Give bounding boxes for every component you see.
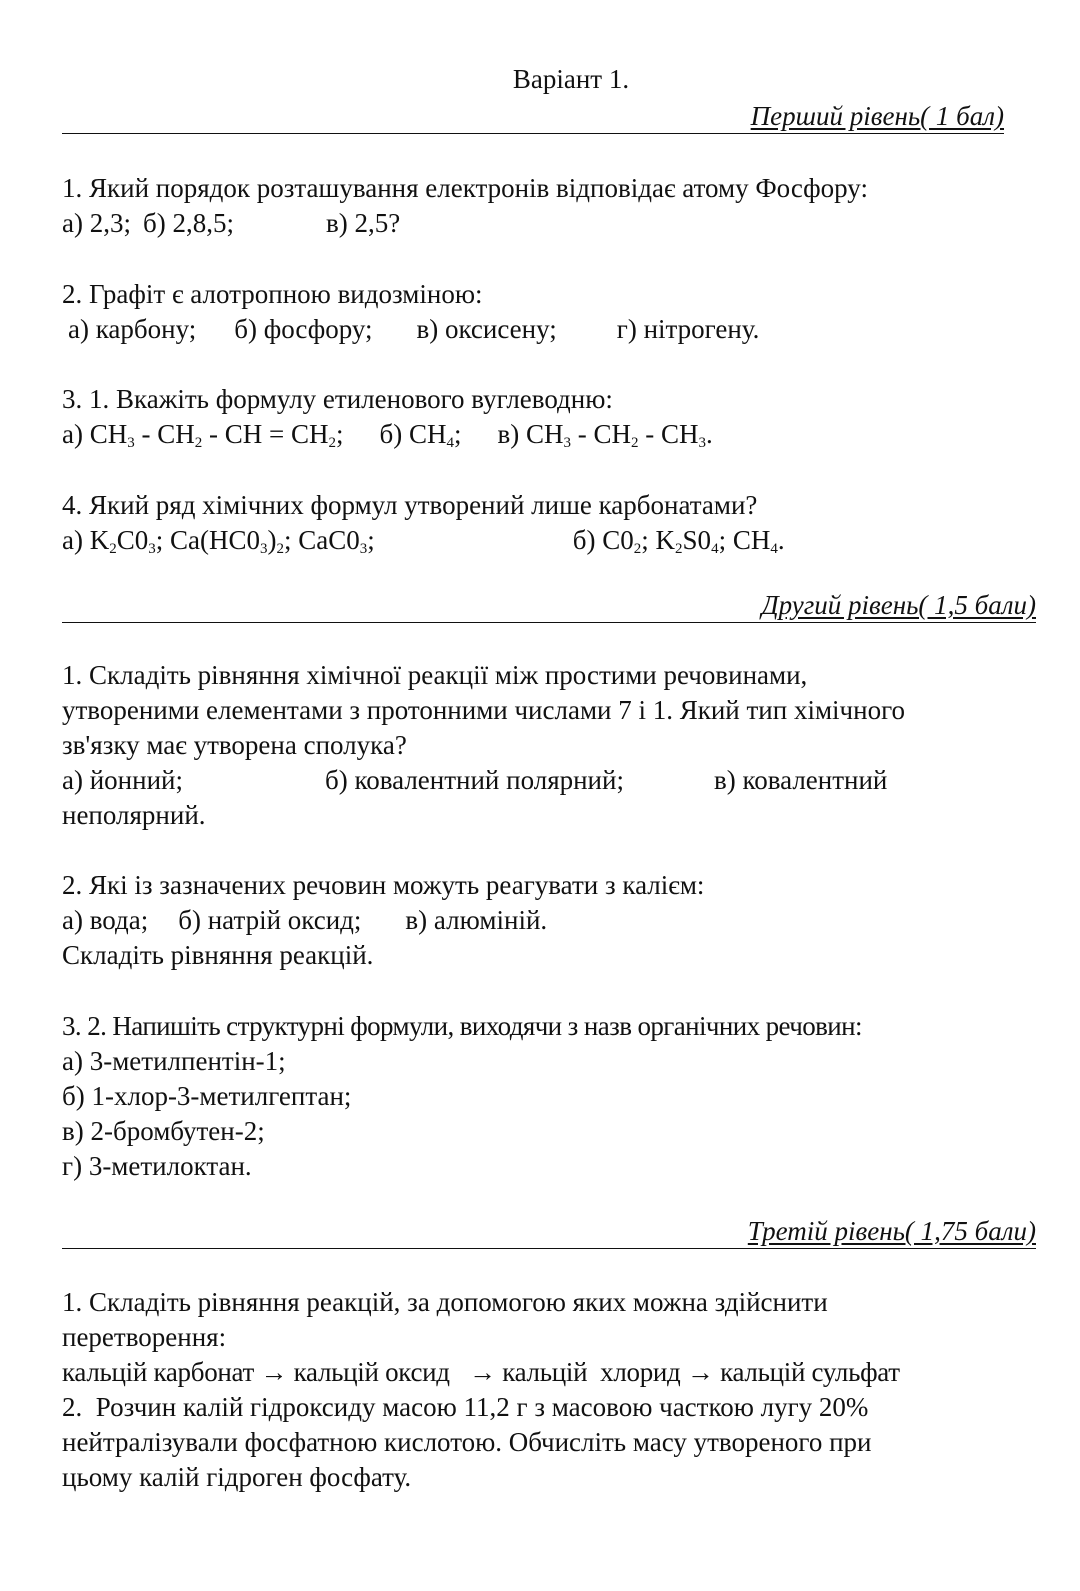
l1-q1-text: 1. Який порядок розташування електронів відповідає атому Фосфору: bbox=[62, 173, 868, 203]
l2-q1-option-c-cont: неполярний. bbox=[62, 800, 206, 830]
l1-q3-text: 3. 1. Вкажіть формулу етиленового вуглеводню: bbox=[62, 384, 613, 414]
l1-q3-option-a-label: а) bbox=[62, 419, 83, 449]
l1-q4-option-a-label: а) bbox=[62, 525, 83, 555]
l1-q3-option-b-formula: $CH_4$; bbox=[408, 419, 462, 451]
l1-q3-option-b-label: б) bbox=[379, 419, 403, 449]
l3-q1-chain: кальцій карбонат → кальцій оксид → кальцій хлорид → кальцій сульфат bbox=[62, 1357, 900, 1387]
l1-q4-options bbox=[62, 522, 785, 567]
level3-heading-text: Третій рівень( 1,75 бали) bbox=[747, 1216, 1036, 1246]
l2-q3-text: 3. 2. Напишіть структурні формули, виходячи з назв органічних речовин: bbox=[62, 1011, 862, 1041]
l2-q1-line2: утвореними елементами з протонними числами 7 і 1. Який тип хімічного bbox=[62, 695, 905, 725]
level1-heading-text: Перший рівень( 1 бал) bbox=[750, 101, 1004, 131]
l1-q1-option-c: в) 2,5? bbox=[325, 208, 401, 238]
l2-q2-note: Складіть рівняння реакцій. bbox=[62, 940, 374, 970]
l2-q2-option-b: б) натрій оксид; bbox=[178, 905, 362, 935]
l3-q2-line3: цьому калій гідроген фосфату. bbox=[62, 1462, 412, 1492]
l1-q4-option-b-formula: $C0_2$; $K_2S0_4$; $CH_4$. bbox=[602, 525, 785, 557]
l2-q2-option-c: в) алюміній. bbox=[405, 905, 548, 935]
l1-q3-option-c-label: в) bbox=[497, 419, 520, 449]
level2-heading bbox=[62, 587, 1036, 623]
l1-q3-option-c-formula: $CH_3 - CH_2 - CH_3$. bbox=[526, 419, 713, 451]
l1-q4-text: 4. Який ряд хімічних формул утворений лише карбонатами? bbox=[62, 490, 758, 520]
l2-q1-line1: 1. Складіть рівняння хімічної реакції між простими речовинами, bbox=[62, 660, 808, 690]
l3-q2-line1: 2. Розчин калій гідроксиду масою 11,2 г з масовою часткою лугу 20% bbox=[62, 1392, 869, 1422]
l2-q1-option-c: в) ковалентний bbox=[713, 765, 888, 795]
l3-q2-line2: нейтралізували фосфатною кислотою. Обчисліть масу утвореного при bbox=[62, 1427, 872, 1457]
l1-q2-text: 2. Графіт є алотропною видозміною: bbox=[62, 279, 483, 309]
l3-q1-line1: 1. Складіть рівняння реакцій, за допомогою яких можна здійснити bbox=[62, 1287, 828, 1317]
level2-heading-text: Другий рівень( 1,5 бали) bbox=[761, 590, 1036, 620]
l2-q2-options bbox=[62, 902, 547, 938]
l1-q4-option-b-label: б) bbox=[572, 525, 596, 555]
l2-q3-option-b: б) 1-хлор-3-метилгептан; bbox=[62, 1081, 352, 1111]
l2-q3-option-d: г) 3-метилоктан. bbox=[62, 1151, 252, 1181]
l1-q2-option-c: в) оксисену; bbox=[416, 314, 557, 344]
l1-q3-options bbox=[62, 416, 713, 461]
l2-q1-option-a: а) йонний; bbox=[62, 765, 183, 795]
l2-q3-option-c: в) 2-бромбутен-2; bbox=[62, 1116, 265, 1146]
l2-q1-option-b: б) ковалентний полярний; bbox=[324, 765, 624, 795]
l2-q3-option-a: а) 3-метилпентін-1; bbox=[62, 1046, 286, 1076]
page-title: Варіант 1. bbox=[512, 64, 630, 94]
l1-q2-option-b: б) фосфору; bbox=[234, 314, 373, 344]
l2-q2-option-a: а) вода; bbox=[62, 905, 149, 935]
l3-q1-line2: перетворення: bbox=[62, 1322, 227, 1352]
l1-q4-option-a-formula: $K_2C0_3$; $Ca(HC0_3)_2$; $CaC0_3$; bbox=[89, 525, 375, 557]
l2-q1-line3: зв'язку має утворена сполука? bbox=[62, 730, 407, 760]
l1-q2-options bbox=[68, 311, 759, 347]
l1-q1-options bbox=[62, 205, 400, 241]
level3-heading bbox=[62, 1213, 1036, 1249]
l1-q3-option-a-formula: $CH_3 - CH_2$ - CH = $CH_2$; bbox=[89, 419, 344, 451]
l1-q2-option-a: а) карбону; bbox=[68, 314, 197, 344]
l1-q2-option-d: г) нітрогену. bbox=[616, 314, 760, 344]
l1-q1-option-b: б) 2,8,5; bbox=[142, 208, 234, 238]
l1-q1-option-a: а) 2,3; bbox=[62, 208, 131, 238]
l2-q2-text: 2. Які із зазначених речовин можуть реагувати з калієм: bbox=[62, 870, 705, 900]
l2-q1-options bbox=[62, 762, 887, 798]
level1-heading bbox=[62, 98, 1004, 134]
